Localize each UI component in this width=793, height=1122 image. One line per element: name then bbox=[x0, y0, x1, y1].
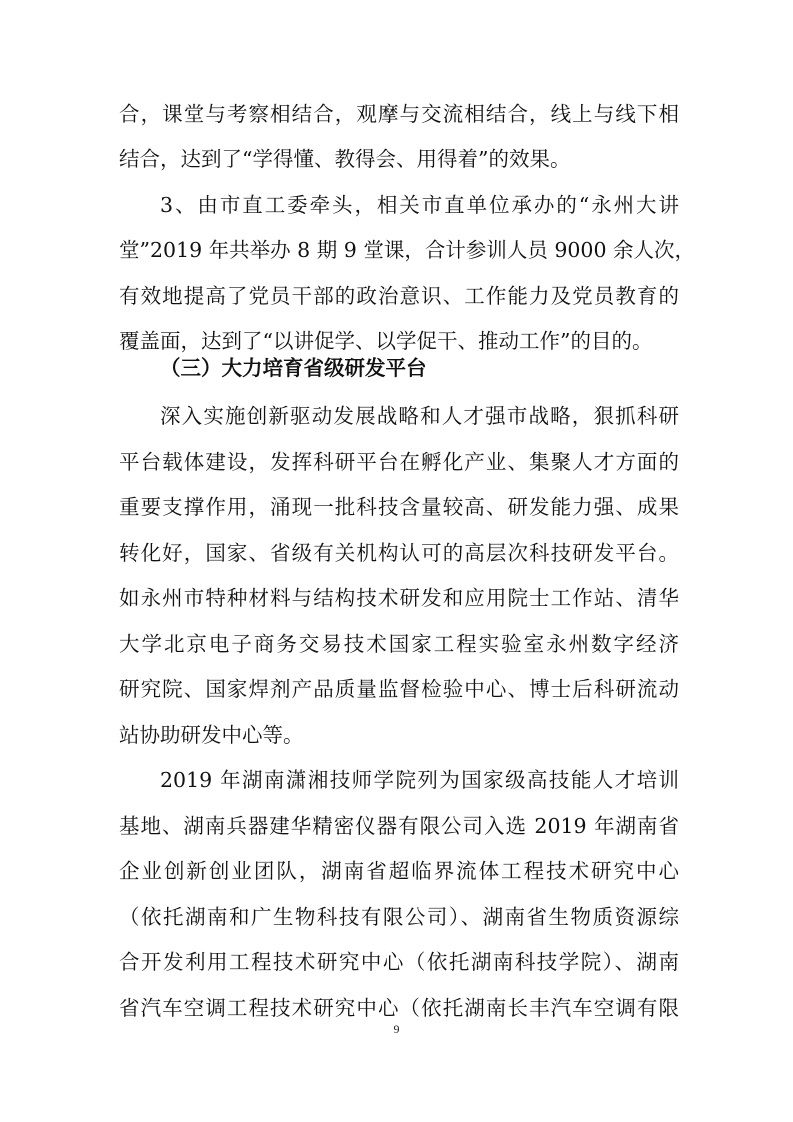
paragraph-line: 3、由市直工委牵头，相关市直单位承办的“永州大讲 bbox=[160, 193, 679, 217]
paragraph-line: 覆盖面，达到了“以讲促学、以学促干、推动工作”的目的。 bbox=[119, 329, 653, 353]
paragraph-line: 有效地提高了党员干部的政治意识、工作能力及党员教育的 bbox=[119, 284, 679, 308]
paragraph-line: 基地、湖南兵器建华精密仪器有限公司入选 2019 年湖南省 bbox=[119, 814, 679, 838]
paragraph-line: 企业创新创业团队，湖南省超临界流体工程技术研究中心 bbox=[119, 859, 679, 883]
paragraph-line: 大学北京电子商务交易技术国家工程实验室永州数字经济 bbox=[119, 632, 679, 656]
paragraph-line: （依托湖南和广生物科技有限公司）、湖南省生物质资源综 bbox=[119, 905, 679, 929]
page-number: 9 bbox=[393, 1022, 400, 1036]
section-heading: （三）大力培育省级研发平台 bbox=[160, 356, 427, 380]
paragraph-line: 平台载体建设，发挥科研平台在孵化产业、集聚人才方面的 bbox=[119, 450, 679, 474]
paragraph-line: 合，课堂与考察相结合，观摩与交流相结合，线上与线下相 bbox=[119, 102, 679, 126]
paragraph-line: 深入实施创新驱动发展战略和人才强市战略，狠抓科研 bbox=[160, 404, 679, 428]
paragraph-line: 研究院、国家焊剂产品质量监督检验中心、博士后科研流动 bbox=[119, 677, 679, 701]
paragraph-line: 转化好，国家、省级有关机构认可的高层次科技研发平台。 bbox=[119, 541, 679, 565]
paragraph-line: 省汽车空调工程技术研究中心（依托湖南长丰汽车空调有限 bbox=[119, 996, 679, 1020]
paragraph-line: 堂”2019 年共举办 8 期 9 堂课，合计参训人员 9000 余人次， bbox=[119, 238, 696, 262]
paragraph-line: 重要支撑作用，涌现一批科技含量较高、研发能力强、成果 bbox=[119, 495, 679, 519]
paragraph-line: 如永州市特种材料与结构技术研发和应用院士工作站、清华 bbox=[119, 586, 679, 610]
paragraph-line: 结合，达到了“学得懂、教得会、用得着”的效果。 bbox=[119, 147, 571, 171]
paragraph-line: 站协助研发中心等。 bbox=[119, 723, 304, 747]
paragraph-line: 合开发利用工程技术研究中心（依托湖南科技学院）、湖南 bbox=[119, 950, 679, 974]
paragraph-line: 2019 年湖南潇湘技师学院列为国家级高技能人才培训 bbox=[160, 768, 679, 792]
